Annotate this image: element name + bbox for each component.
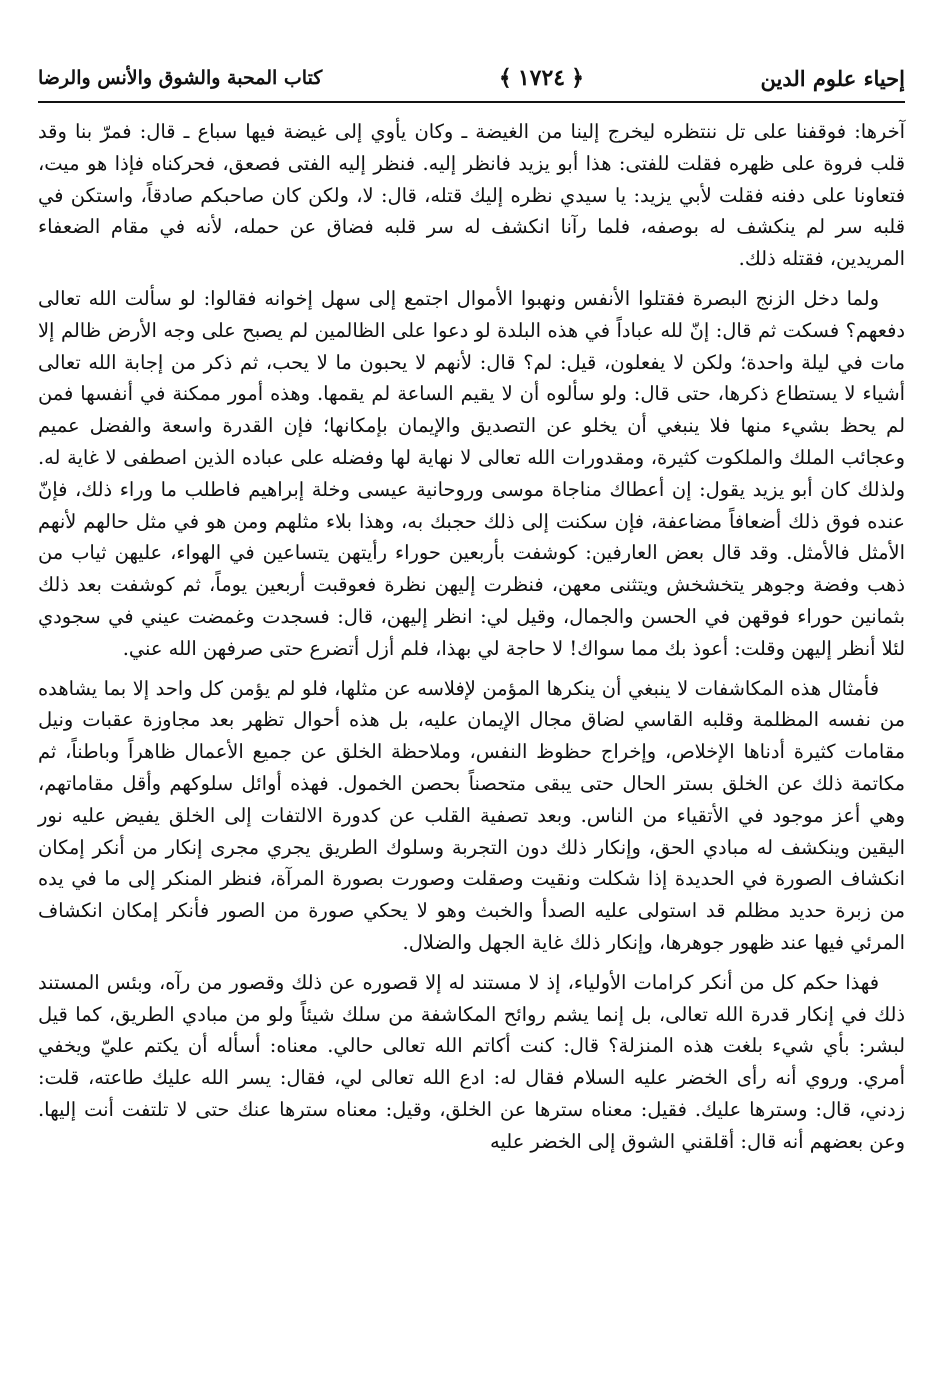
chapter-title: كتاب المحبة والشوق والأنس والرضا xyxy=(38,67,323,89)
page-number xyxy=(499,65,584,91)
page-header xyxy=(38,58,905,98)
header-divider xyxy=(38,101,905,103)
page-body xyxy=(38,116,905,1166)
book-title: إحياء علوم الدين xyxy=(760,65,905,91)
ornament-bracket-left-icon: ﴾ xyxy=(498,65,512,91)
page-number-value: ١٧٢٤ xyxy=(517,65,566,91)
ornament-bracket-right-icon: ﴿ xyxy=(571,65,584,91)
paragraph: آخرها: فوقفنا على تل ننتظره ليخرج إلينا من الغيضة ـ وكان يأوي إلى غيضة فيها سباع ـ قال: فمرّ بنا وقد قلب فروة على ظهره فقلت للفتى: هذا أبو يزيد فانظر إليه. فنظر إليه الفتى فصعق، فحركناه فإذا هو ميت، فتعاونا على دفنه فقلت لأبي يزيد: يا سيدي نظره إليك قتله، قال: لا، ولكن كان صاحبكم صادقاً، واستكن في قلبه سر لم ينكشف له بوصفه، فلما رآنا انكشف له سر قلبه فضاق عن حمله، لأنه في مقام الضعفاء المريدين، فقتله ذلك. xyxy=(38,120,905,271)
paragraph: فهذا حكم كل من أنكر كرامات الأولياء، إذ لا مستند له إلا قصوره عن ذلك وقصور من رآه، وبئس المستند ذلك في إنكار قدرة الله تعالى، بل إنما يشم روائح المكاشفة من سلك شيئاً ولو من مبادي الطريق، كما قيل لبشر: بأي شيء بلغت هذه المنزلة؟ قال: كنت أكاتم الله تعالى حالي. معناه: أسأله أن يكتم عليّ ويخفي أمري. وروي أنه رأى الخضر عليه السلام فقال له: ادع الله تعالى لي، فقال: يسر الله عليك طاعته، قلت: زدني، قال: وسترها عليك. فقيل: معناه سترها عن الخلق، وقيل: معناه سترها عنك حتى لا تلتفت أنت إليها. وعن بعضهم أنه قال: أقلقني الشوق إلى الخضر عليه xyxy=(38,970,905,1153)
paragraph: فأمثال هذه المكاشفات لا ينبغي أن ينكرها المؤمن لإفلاسه عن مثلها، فلو لم يؤمن كل واحد إلا بما يشاهده من نفسه المظلمة وقلبه القاسي لضاق مجال الإيمان عليه، بل هذه أحوال تظهر بعد مجاوزة عقبات ونيل مقامات كثيرة أدناها الإخلاص، وإخراج حظوظ النفس، وملاحظة الخلق عن جميع الأعمال ظاهراً وباطناً، ثم مكاتمة ذلك عن الخلق بستر الحال حتى يبقى متحصناً بحصن الخمول. فهذه أوائل سلوكهم وأقل مقاماتهم، وهي أعز موجود في الأتقياء من الناس. وبعد تصفية القلب عن كدورة الالتفات إلى الخلق يفيض عليه نور اليقين وينكشف له مبادي الحق، وإنكار ذلك دون التجربة وسلوك الطريق يجري مجرى إنكار من أنكر إمكان انكشاف الصورة في الحديدة إذا شكلت ونقيت وصقلت وصورت بصورة المرآة، فنظر المنكر إلى ما في يده من زبرة حديد مظلم قد استولى عليه الصدأ والخبث وهو لا يحكي صورة من الصور فأنكر إمكان انكشاف المرئي فيها عند ظهور جوهرها، وإنكار ذلك غاية الجهل والضلال. xyxy=(38,676,905,954)
paragraph: ولما دخل الزنج البصرة فقتلوا الأنفس ونهبوا الأموال اجتمع إلى سهل إخوانه فقالوا: لو سألت الله تعالى دفعهم؟ فسكت ثم قال: إنّ لله عباداً في هذه البلدة لو دعوا على الظالمين لم يصبح على وجه الأرض ظالم إلا مات في ليلة واحدة؛ ولكن لا يفعلون، قيل: لم؟ قال: لأنهم لا يحبون ما لا يحب، ثم ذكر من إجابة الله تعالى أشياء لا يستطاع ذكرها، حتى قال: ولو سألوه أن لا يقيم الساعة لم يقمها. وهذه أمور ممكنة في أنفسها فمن لم يحظ بشيء منها فلا ينبغي أن يخلو عن التصديق والإيمان بإمكانها؛ فإن القدرة واسعة والفضل عميم وعجائب الملك والملكوت كثيرة، ومقدورات الله تعالى لا نهاية لها وفضله على عباده الذين اصطفى لا غاية له. ولذلك كان أبو يزيد يقول: إن أعطاك مناجاة موسى وروحانية عيسى وخلة إبراهيم فاطلب ما وراء ذلك، فإنّ عنده فوق ذلك أضعافاً مضاعفة، فإن سكنت إلى ذلك حجبك به، وهذا بلاء مثلهم ومن هو في مثل حالهم لأنهم الأمثل فالأمثل. وقد قال بعض العارفين: كوشفت بأربعين حوراء رأيتهن يتساعين في الهواء، عليهن ثياب من ذهب وفضة وجوهر يتخشخش ويتثنى معهن، فنظرت إليهن نظرة فعوقبت أربعين يوماً، ثم كوشفت بعد ذلك بثمانين حوراء فوقهن في الحسن والجمال، وقيل لي: انظر إليهن، قال: فسجدت وغمضت عيني في سجودي لئلا أنظر إليهن وقلت: أعوذ بك مما سواك! لا حاجة لي بهذا، فلم أزل أتضرع حتى صرفهن الله عني. xyxy=(38,286,905,660)
